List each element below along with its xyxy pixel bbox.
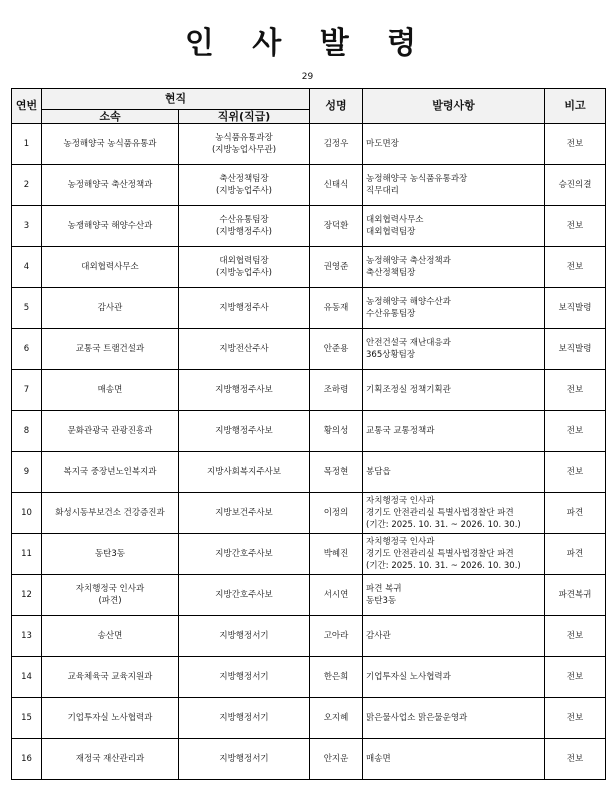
appointment-details-line: 마도면장 [366,139,399,149]
employee-name [310,247,363,288]
current-department-line: 송산면 [97,631,123,641]
row-number-line: 5 [23,303,30,313]
current-position-line: 지방행정서기 [219,713,269,723]
current-department-line: 재정국 재산관리과 [75,754,145,764]
current-department-line: 기업투자실 노사협력과 [67,713,153,723]
appointment-details [363,206,545,247]
current-position-line: 지방사회복지주사보 [207,467,281,477]
appointment-details [363,575,545,616]
remarks [545,452,606,493]
employee-name [310,575,363,616]
row-number [12,288,42,329]
remarks-line: 전보 [566,385,584,395]
current-department [42,247,179,288]
remarks-line: 전보 [566,426,584,436]
header-department: 소속 [42,110,179,124]
appointment-details-line: 파견 복귀 [366,584,402,594]
appointment-details-line: 기업투자실 노사협력과 [366,672,451,682]
appointment-details-line: 농정해양국 해양수산과 [366,297,451,307]
current-position-line: 축산정책팀장 [219,174,269,184]
current-department [42,739,179,780]
employee-name [310,698,363,739]
current-position [179,739,310,780]
appointment-details [363,698,545,739]
appointment-details [363,493,545,534]
current-department [42,575,179,616]
current-department-line: (파견) [98,596,122,606]
appointment-details-line: 경기도 안전관리실 특별사법경찰단 파견 [366,508,514,518]
table-row [12,739,606,780]
current-department [42,698,179,739]
current-position-line: (지방농업주사) [216,268,272,278]
row-number-line: 15 [21,713,32,723]
row-number [12,698,42,739]
employee-name-line: 한은희 [323,672,349,682]
appointment-details-line: 매송면 [366,754,391,764]
remarks [545,698,606,739]
employee-name-line: 박혜진 [323,549,349,559]
appointment-details [363,452,545,493]
row-number [12,452,42,493]
appointment-details-line: 기획조정실 정책기획관 [366,385,451,395]
remarks [545,616,606,657]
appointment-details-line: 365상황팀장 [366,350,416,360]
current-position-line: (지방행정주사) [216,227,272,237]
employee-name-line: 이정의 [323,508,349,518]
employee-name-line: 권영준 [323,262,349,272]
row-number-line: 8 [23,426,30,436]
current-position [179,452,310,493]
row-number [12,124,42,165]
current-position-line: 지방행정주사 [219,303,269,313]
appointment-details-line: 자치행정국 인사과 [366,537,435,547]
row-number-line: 7 [23,385,30,395]
row-number-line: 10 [21,508,32,518]
employee-name [310,124,363,165]
appointment-details-line: 농정해양국 축산정책과 [366,256,451,266]
appointment-details [363,370,545,411]
appointment-details [363,739,545,780]
remarks-line: 승진의결 [558,180,592,190]
remarks-line: 전보 [566,221,584,231]
remarks-line: 보직발령 [558,303,592,313]
employee-name [310,206,363,247]
table-row [12,575,606,616]
appointment-details [363,124,545,165]
appointment-details [363,288,545,329]
employee-name [310,165,363,206]
appointment-details-line: 경기도 안전관리실 특별사법경찰단 파견 [366,549,514,559]
current-position [179,288,310,329]
row-number [12,370,42,411]
appointment-details-line: 직무대리 [366,186,399,196]
table-row [12,370,606,411]
table-row [12,206,606,247]
appointment-details [363,165,545,206]
row-number [12,534,42,575]
row-number [12,247,42,288]
current-department [42,288,179,329]
row-number-line: 1 [23,139,30,149]
current-position [179,616,310,657]
appointment-details-line: 교통국 교통정책과 [366,426,435,436]
remarks [545,739,606,780]
appointment-details-line: 자치행정국 인사과 [366,496,435,506]
row-number [12,493,42,534]
current-department-line: 매송면 [97,385,123,395]
employee-name [310,657,363,698]
remarks-line: 전보 [566,672,584,682]
row-number-line: 12 [21,590,32,600]
current-position [179,657,310,698]
remarks-line: 파견 [566,549,584,559]
document-title: 인 사 발 령 [184,26,431,61]
row-number-line: 4 [23,262,30,272]
appointment-details-line: 대외협력팀장 [366,227,416,237]
current-department [42,452,179,493]
current-position-line: (지방농업사무관) [211,145,277,155]
appointment-details [363,616,545,657]
current-position-line: 지방행정주사보 [215,426,273,436]
employee-name-line: 서시연 [323,590,349,600]
current-position-line: 대외협력팀장 [219,256,269,266]
row-number-line: 9 [23,467,30,477]
current-position-line: 지방행정서기 [219,754,269,764]
current-department-line: 농정해양국 축산정책과 [67,180,153,190]
appointment-details-line: 맑은물사업소 맑은물운영과 [366,713,468,723]
remarks [545,165,606,206]
appointment-details-line: 축산정책팀장 [366,268,416,278]
row-number-line: 6 [23,344,30,354]
table-row [12,534,606,575]
current-position-line: 지방간호주사보 [215,590,273,600]
table-row [12,288,606,329]
appointment-details-line: 안전건설국 재난대응과 [366,338,451,348]
header-current: 현직 [42,89,310,110]
employee-name [310,370,363,411]
table-row [12,452,606,493]
table-row [12,411,606,452]
remarks-line: 전보 [566,631,584,641]
row-number [12,657,42,698]
table-row [12,657,606,698]
employee-name [310,739,363,780]
row-number [12,575,42,616]
table-body [12,124,606,780]
header-position: 직위(직급) [179,110,310,124]
current-department-line: 자치행정국 인사과 [75,584,145,594]
remarks-line: 전보 [566,139,584,149]
employee-name [310,534,363,575]
appointment-details-line: 대외협력사무소 [366,215,424,225]
appointment-details-line: 봉담읍 [366,467,391,477]
appointment-details-line: (기간: 2025. 10. 31. ~ 2026. 10. 30.) [366,520,521,530]
current-department-line: 교육체육국 교육지원과 [67,672,153,682]
table-row [12,165,606,206]
header-remarks: 비고 [545,89,606,124]
remarks [545,329,606,370]
current-department [42,493,179,534]
remarks-line: 전보 [566,754,584,764]
header-appointment: 발령사항 [363,89,545,124]
current-department [42,411,179,452]
current-position-line: (지방농업주사) [216,186,272,196]
appointment-details [363,247,545,288]
current-department-line: 교통국 트램건설과 [75,344,145,354]
employee-name-line: 안준용 [323,344,349,354]
employee-name-line: 목정현 [323,467,349,477]
appointment-details [363,411,545,452]
employee-name-line: 오지혜 [323,713,349,723]
current-position-line: 지방행정주사보 [215,385,273,395]
row-number [12,329,42,370]
table-row [12,493,606,534]
remarks-line: 파견복귀 [558,590,592,600]
appointment-details-line: 수산유통팀장 [366,309,416,319]
employee-name-line: 유동재 [323,303,349,313]
current-position [179,575,310,616]
current-position [179,247,310,288]
employee-name-line: 신태식 [323,180,349,190]
row-number [12,411,42,452]
current-position [179,165,310,206]
employee-name [310,452,363,493]
table-row [12,616,606,657]
remarks-line: 파견 [566,508,584,518]
page-number: 29 [301,72,314,82]
current-position [179,370,310,411]
row-number-line: 13 [21,631,32,641]
current-department [42,534,179,575]
current-department-line: 농정해양국 농식품유통과 [63,139,157,149]
current-department [42,206,179,247]
row-number [12,616,42,657]
current-position [179,329,310,370]
appointment-details [363,329,545,370]
table-row [12,124,606,165]
current-position-line: 지방보건주사보 [215,508,273,518]
row-number-line: 3 [23,221,30,231]
current-department [42,370,179,411]
current-position [179,411,310,452]
employee-name-line: 고아라 [323,631,349,641]
current-department-line: 화성시동부보건소 건강증진과 [55,508,165,518]
current-position [179,493,310,534]
employee-name [310,329,363,370]
current-position [179,124,310,165]
row-number [12,165,42,206]
current-position-line: 농식품유통과장 [215,133,273,143]
header-no: 연번 [12,89,42,124]
remarks-line: 전보 [566,713,584,723]
current-position-line: 수산유통팀장 [219,215,269,225]
employee-name-line: 안지운 [323,754,349,764]
remarks [545,247,606,288]
employee-name-line: 황의성 [323,426,349,436]
employee-name-line: 장덕환 [323,221,349,231]
employee-name-line: 김정우 [323,139,349,149]
employee-name [310,616,363,657]
current-position-line: 지방간호주사보 [215,549,273,559]
appointment-details [363,657,545,698]
appointment-details-line: (기간: 2025. 10. 31. ~ 2026. 10. 30.) [366,561,521,571]
remarks [545,411,606,452]
current-position [179,206,310,247]
remarks [545,370,606,411]
remarks [545,575,606,616]
current-position [179,534,310,575]
remarks [545,206,606,247]
remarks-line: 전보 [566,262,584,272]
row-number-line: 14 [21,672,32,682]
appointment-details-line: 농정해양국 농식품유통과장 [366,174,468,184]
appointment-details-line: 동탄3동 [366,596,397,606]
remarks [545,657,606,698]
table-row [12,329,606,370]
remarks [545,288,606,329]
current-department-line: 대외협력사무소 [81,262,139,272]
remarks [545,534,606,575]
current-department-line: 복지국 중장년노인복지과 [63,467,157,477]
remarks [545,493,606,534]
row-number-line: 16 [21,754,32,764]
current-department [42,165,179,206]
employee-name [310,411,363,452]
current-department [42,329,179,370]
remarks [545,124,606,165]
personnel-table [11,88,606,780]
appointment-details-line: 감사관 [366,631,391,641]
current-department [42,657,179,698]
current-department-line: 문화관광국 관광진흥과 [67,426,153,436]
row-number [12,206,42,247]
row-number-line: 11 [21,549,32,559]
employee-name-line: 조하령 [323,385,349,395]
current-department-line: 감사관 [97,303,123,313]
current-department-line: 동탄3동 [94,549,126,559]
appointment-details [363,534,545,575]
employee-name [310,288,363,329]
current-position-line: 지방행정서기 [219,631,269,641]
current-position [179,698,310,739]
current-position-line: 지방행정서기 [219,672,269,682]
row-number [12,739,42,780]
current-department [42,616,179,657]
current-department [42,124,179,165]
current-position-line: 지방전산주사 [219,344,269,354]
row-number-line: 2 [23,180,30,190]
table-row [12,698,606,739]
employee-name [310,493,363,534]
table-row [12,247,606,288]
current-department-line: 농쟁해양국 해양수산과 [67,221,153,231]
header-name: 성명 [310,89,363,124]
remarks-line: 전보 [566,467,584,477]
remarks-line: 보직발령 [558,344,592,354]
